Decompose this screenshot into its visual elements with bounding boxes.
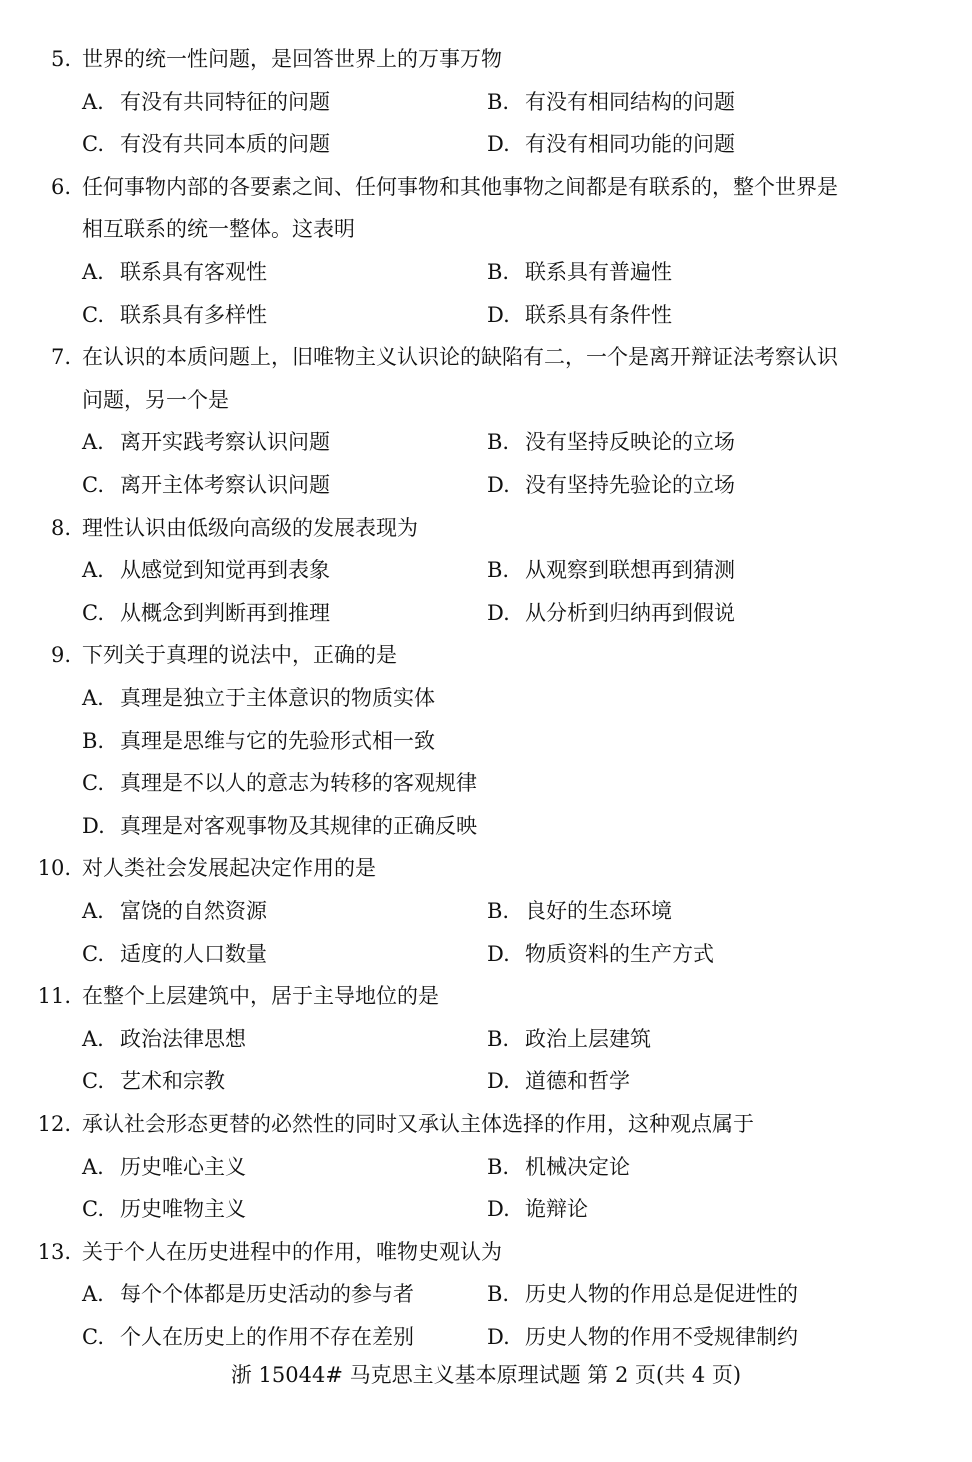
option-a — [82, 252, 267, 292]
question-text: 世界的统一性问题，是回答世界上的万事万物 — [82, 47, 502, 71]
option-text: 真理是不以人的意志为转移的客观规律 — [120, 771, 477, 796]
question-number: 10. — [37, 856, 71, 881]
question-stem — [0, 1104, 972, 1144]
option-letter: C. — [82, 473, 104, 497]
page-footer: 浙 15044# 马克思主义基本原理试题 第 2 页(共 4 页) — [230, 1363, 742, 1387]
option-letter: B. — [487, 430, 510, 455]
option-c — [82, 1061, 225, 1101]
option-letter: D. — [487, 473, 510, 497]
option-row — [0, 678, 972, 718]
option-text: 没有坚持先验论的立场 — [525, 473, 735, 497]
option-text: 没有坚持反映论的立场 — [525, 430, 735, 455]
option-text: 每个个体都是历史活动的参与者 — [120, 1282, 414, 1307]
question-number: 12. — [37, 1112, 71, 1136]
option-letter: D. — [487, 302, 510, 327]
option-c — [82, 124, 330, 164]
option-text: 有没有共同本质的问题 — [120, 132, 330, 157]
option-letter: B. — [487, 1154, 510, 1179]
option-text: 个人在历史上的作用不存在差别 — [120, 1325, 414, 1349]
option-a — [82, 1147, 246, 1187]
option-letter: C. — [82, 1069, 104, 1094]
question-text: 任何事物内部的各要素之间、任何事物和其他事物之间都是有联系的，整个世界是 — [82, 174, 838, 199]
question-stem — [0, 337, 972, 377]
option-a — [82, 550, 330, 590]
option-text: 联系具有客观性 — [120, 260, 267, 284]
option-a — [82, 678, 435, 718]
option-d — [487, 1317, 798, 1357]
option-d — [487, 465, 735, 505]
option-letter: C. — [82, 941, 104, 966]
option-row — [0, 252, 972, 292]
option-letter: D. — [487, 600, 510, 625]
option-letter: B. — [487, 1026, 510, 1051]
option-letter: B. — [487, 558, 510, 583]
question-number: 9. — [50, 643, 71, 668]
question-stem — [0, 167, 972, 207]
option-letter: A. — [82, 1154, 104, 1179]
question-number: 7. — [50, 345, 71, 370]
option-row — [0, 763, 972, 803]
option-d — [487, 593, 735, 633]
option-letter: C. — [82, 600, 104, 625]
option-letter: D. — [487, 132, 510, 157]
option-row — [0, 422, 972, 462]
question-stem — [0, 848, 972, 888]
option-letter: C. — [82, 771, 104, 796]
option-row — [0, 82, 972, 122]
option-letter: B. — [487, 1282, 510, 1307]
option-c — [82, 934, 267, 974]
option-d — [487, 1189, 588, 1229]
option-row — [0, 891, 972, 931]
question-number: 8. — [50, 515, 71, 540]
question-number: 5. — [50, 47, 71, 71]
option-b — [487, 550, 735, 590]
question-number: 11. — [37, 984, 71, 1009]
option-text: 艺术和宗教 — [120, 1069, 225, 1094]
option-row — [0, 1061, 972, 1101]
question-text: 问题，另一个是 — [82, 387, 229, 412]
option-text: 从感觉到知觉再到表象 — [120, 558, 330, 583]
option-text: 历史唯物主义 — [120, 1197, 246, 1222]
option-letter: A. — [82, 430, 104, 455]
option-a — [82, 1274, 414, 1314]
option-row — [0, 721, 972, 761]
option-text: 真理是思维与它的先验形式相一致 — [120, 728, 435, 753]
option-a — [82, 82, 330, 122]
option-letter: B. — [82, 728, 105, 753]
option-b — [487, 1147, 630, 1187]
question-stem-continued — [0, 380, 972, 420]
option-text: 历史人物的作用总是促进性的 — [525, 1282, 798, 1307]
option-letter: B. — [487, 899, 510, 923]
option-row — [0, 806, 972, 846]
option-letter: A. — [82, 1282, 104, 1307]
option-c — [82, 295, 267, 335]
question-text: 在整个上层建筑中，居于主导地位的是 — [82, 984, 439, 1009]
option-letter: D. — [82, 813, 105, 838]
question-text: 在认识的本质问题上，旧唯物主义认识论的缺陷有二，一个是离开辩证法考察认识 — [82, 345, 838, 370]
question-text: 承认社会形态更替的必然性的同时又承认主体选择的作用，这种观点属于 — [82, 1112, 754, 1136]
option-letter: B. — [487, 89, 510, 114]
option-a — [82, 1019, 246, 1059]
option-text: 适度的人口数量 — [120, 941, 267, 966]
question-text: 下列关于真理的说法中，正确的是 — [82, 643, 397, 668]
option-a — [82, 891, 267, 931]
question-text: 理性认识由低级向高级的发展表现为 — [82, 515, 418, 540]
option-d — [487, 295, 672, 335]
option-text: 政治上层建筑 — [525, 1026, 651, 1051]
option-text: 有没有共同特征的问题 — [120, 89, 330, 114]
option-letter: D. — [487, 1069, 510, 1094]
option-b — [487, 891, 672, 931]
option-text: 机械决定论 — [525, 1154, 630, 1179]
option-letter: A. — [82, 899, 104, 923]
option-text: 从概念到判断再到推理 — [120, 600, 330, 625]
question-number: 13. — [37, 1239, 71, 1264]
option-d — [487, 934, 714, 974]
option-b — [487, 82, 735, 122]
question-text: 对人类社会发展起决定作用的是 — [82, 856, 376, 881]
option-letter: B. — [487, 260, 510, 284]
option-d — [487, 1061, 630, 1101]
option-text: 道德和哲学 — [525, 1069, 630, 1094]
option-text: 有没有相同功能的问题 — [525, 132, 735, 157]
option-row — [0, 550, 972, 590]
option-text: 真理是对客观事物及其规律的正确反映 — [120, 813, 477, 838]
option-text: 富饶的自然资源 — [120, 899, 267, 923]
option-b — [487, 422, 735, 462]
option-b — [487, 1019, 651, 1059]
option-letter: D. — [487, 941, 510, 966]
option-row — [0, 934, 972, 974]
option-row — [0, 1147, 972, 1187]
option-text: 有没有相同结构的问题 — [525, 89, 735, 114]
option-b — [487, 252, 672, 292]
option-row — [0, 1317, 972, 1357]
option-row — [0, 593, 972, 633]
option-c — [82, 465, 330, 505]
question-text: 关于个人在历史进程中的作用，唯物史观认为 — [82, 1239, 502, 1264]
option-row — [0, 1019, 972, 1059]
option-letter: C. — [82, 132, 104, 157]
question-stem — [0, 39, 972, 79]
option-row — [0, 1189, 972, 1229]
option-text: 联系具有条件性 — [525, 302, 672, 327]
option-text: 离开实践考察认识问题 — [120, 430, 330, 455]
option-letter: A. — [82, 260, 104, 284]
option-c — [82, 1189, 246, 1229]
question-text: 相互联系的统一整体。这表明 — [82, 217, 355, 242]
option-row — [0, 1274, 972, 1314]
option-text: 联系具有多样性 — [120, 302, 267, 327]
question-stem — [0, 508, 972, 548]
option-letter: A. — [82, 686, 104, 710]
option-letter: C. — [82, 302, 104, 327]
option-letter: D. — [487, 1325, 510, 1349]
option-a — [82, 422, 330, 462]
question-stem-continued — [0, 209, 972, 249]
option-b — [82, 721, 435, 761]
option-text: 诡辩论 — [525, 1197, 588, 1222]
option-text: 离开主体考察认识问题 — [120, 473, 330, 497]
option-text: 良好的生态环境 — [525, 899, 672, 923]
question-stem — [0, 635, 972, 675]
option-text: 政治法律思想 — [120, 1026, 246, 1051]
question-stem — [0, 976, 972, 1016]
option-text: 历史唯心主义 — [120, 1154, 246, 1179]
option-c — [82, 1317, 414, 1357]
option-row — [0, 465, 972, 505]
option-text: 从观察到联想再到猜测 — [525, 558, 735, 583]
option-letter: A. — [82, 89, 104, 114]
option-letter: D. — [487, 1197, 510, 1222]
option-text: 物质资料的生产方式 — [525, 941, 714, 966]
option-text: 历史人物的作用不受规律制约 — [525, 1325, 798, 1349]
option-row — [0, 124, 972, 164]
option-d — [487, 124, 735, 164]
option-text: 从分析到归纳再到假说 — [525, 600, 735, 625]
option-text: 联系具有普遍性 — [525, 260, 672, 284]
option-letter: C. — [82, 1197, 104, 1222]
option-letter: A. — [82, 1026, 104, 1051]
option-text: 真理是独立于主体意识的物质实体 — [120, 686, 435, 710]
question-stem — [0, 1232, 972, 1272]
option-c — [82, 763, 477, 803]
option-c — [82, 593, 330, 633]
option-letter: A. — [82, 558, 104, 583]
option-b — [487, 1274, 798, 1314]
option-d — [82, 806, 477, 846]
question-number: 6. — [50, 174, 71, 199]
option-row — [0, 295, 972, 335]
option-letter: C. — [82, 1325, 104, 1349]
